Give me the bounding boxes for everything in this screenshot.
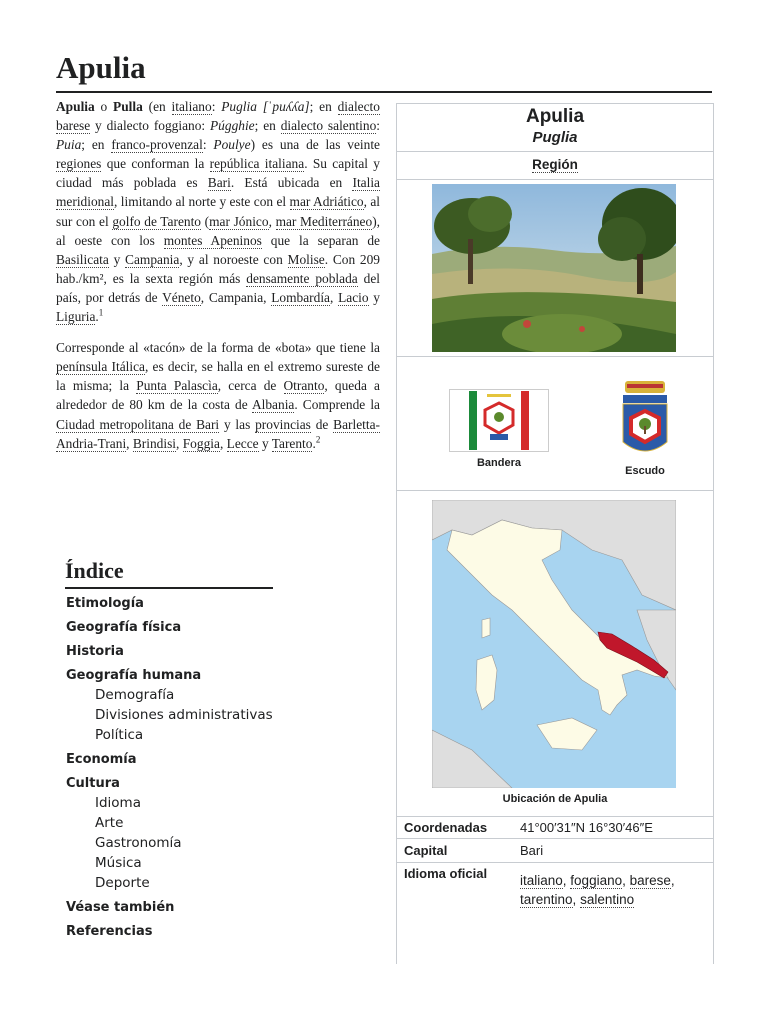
article-link[interactable]: dialecto salentino xyxy=(280,118,377,134)
text-run: . Comprende la xyxy=(294,397,380,413)
intro-paragraph xyxy=(56,97,380,326)
capital-value[interactable]: Bari xyxy=(520,843,544,858)
toc-list xyxy=(66,594,274,941)
article-link[interactable]: mar Adriático xyxy=(289,194,364,210)
article-body xyxy=(56,97,380,465)
language-link[interactable]: foggiano xyxy=(570,873,623,888)
article-link[interactable]: mar Jónico xyxy=(209,213,269,229)
italic-term: Púgghie xyxy=(210,118,255,134)
language-row xyxy=(397,862,713,922)
toc-subitem[interactable]: Divisiones administrativas xyxy=(95,707,273,723)
text-run: de xyxy=(310,416,334,432)
reference-link[interactable]: 2 xyxy=(315,434,321,445)
article-link[interactable]: Bari xyxy=(207,175,231,191)
article-link[interactable]: Ciudad metropolitana de Bari xyxy=(56,416,220,432)
article-link[interactable]: Brindisi xyxy=(132,435,177,451)
flag-caption: Bandera xyxy=(476,457,522,469)
text-run: , Campania, xyxy=(200,289,272,305)
text-run: ) es una de las veinte xyxy=(250,137,380,153)
coordinates-value[interactable]: 41°00′31″N 16°30′46″E xyxy=(520,820,653,835)
article-link[interactable]: Molise xyxy=(287,251,325,267)
text-run: , queda a alrededor de 80 km de la costa de xyxy=(56,378,380,413)
text-run: . xyxy=(312,435,316,451)
toc-subitem[interactable]: Música xyxy=(95,855,142,871)
text-run: : xyxy=(202,137,214,153)
text-run: y xyxy=(368,289,380,305)
text-run: ), al oeste con los xyxy=(56,213,380,248)
landscape-photo[interactable] xyxy=(432,184,676,352)
text-run: , limitando al norte y este con el xyxy=(114,194,290,210)
toc-item[interactable]: Geografía física xyxy=(66,620,182,635)
article-link[interactable]: dialecto barese xyxy=(56,99,380,134)
article-link[interactable]: Barletta-Andria-Trani xyxy=(56,416,380,451)
text-run: y xyxy=(258,435,272,451)
toc-item[interactable]: Geografía humana xyxy=(66,668,202,683)
text-run: o xyxy=(94,99,114,114)
toc-subitem[interactable]: Gastronomía xyxy=(95,835,182,851)
article-link[interactable]: montes Apeninos xyxy=(163,232,262,248)
text-run: . Con 209 hab./km², es la sexta región más xyxy=(56,251,381,286)
coordinates-label: Coordenadas xyxy=(404,820,488,835)
language-label: Idioma oficial xyxy=(404,866,488,881)
reference-link[interactable]: 1 xyxy=(98,307,104,318)
bold-term: Apulia xyxy=(56,99,95,114)
text-run: ; en xyxy=(254,118,281,134)
text-run: y dialecto foggiano: xyxy=(90,118,210,134)
capital-label: Capital xyxy=(404,843,448,858)
article-link[interactable]: Basilicata xyxy=(56,251,109,267)
text-run: , xyxy=(176,435,183,451)
toc-item[interactable]: Economía xyxy=(66,752,137,767)
language-link[interactable]: italiano xyxy=(520,873,563,888)
text-run: , xyxy=(126,435,133,451)
article-link[interactable]: densamente poblada xyxy=(246,270,358,286)
coat-of-arms-caption: Escudo xyxy=(625,465,665,477)
text-run: , y al noroeste con xyxy=(179,251,288,267)
language-list: italiano, foggiano, barese, tarentino, salentino xyxy=(520,873,675,907)
coat-of-arms-image[interactable] xyxy=(619,380,671,464)
toc-item[interactable]: Cultura xyxy=(66,776,120,791)
page-title: Apulia xyxy=(56,50,146,85)
language-link[interactable]: salentino xyxy=(580,892,635,907)
article-link[interactable]: Lacio xyxy=(338,289,369,305)
text-run: , xyxy=(329,289,339,305)
text-run: . Está ubicada en xyxy=(230,175,353,191)
toc-item[interactable]: Historia xyxy=(66,644,124,659)
text-run: ; en xyxy=(309,99,338,114)
infobox xyxy=(396,103,714,964)
toc-item[interactable]: Véase también xyxy=(66,900,175,915)
text-run: en xyxy=(153,99,172,114)
text-run: Corresponde al «tacón» de la forma de «bota» que tiene la xyxy=(56,340,380,356)
toc-subitem[interactable]: Arte xyxy=(95,815,124,831)
article-link[interactable]: franco-provenzal xyxy=(111,137,203,153)
infobox-header xyxy=(397,104,713,152)
text-run: , xyxy=(219,435,227,451)
article-link[interactable]: Italia meridional xyxy=(56,175,380,210)
toc-subitem[interactable]: Idioma xyxy=(95,795,141,811)
toc-title: Índice xyxy=(65,558,273,589)
second-paragraph xyxy=(56,338,380,453)
infobox-name: Apulia xyxy=(525,106,585,127)
flag-image[interactable] xyxy=(449,389,549,452)
text-run: : xyxy=(211,99,222,114)
map-caption: Ubicación de Apulia xyxy=(502,793,608,805)
symbols-row xyxy=(397,356,713,491)
article-link[interactable]: regiones xyxy=(56,156,102,172)
text-run: que la separan de xyxy=(261,232,380,248)
article-link[interactable]: Lombardía xyxy=(271,289,330,305)
article-link[interactable]: Punta Palascìa xyxy=(136,378,218,394)
article-link[interactable]: Tarento xyxy=(271,435,313,451)
article-link[interactable]: mar Mediterráneo xyxy=(275,213,373,229)
article-link[interactable]: Véneto xyxy=(162,289,201,305)
bold-term: Pulla xyxy=(113,99,143,114)
toc-subitem[interactable]: Deporte xyxy=(95,875,150,891)
text-run: , al sur con el xyxy=(56,194,380,229)
language-link[interactable]: barese xyxy=(629,873,671,888)
italic-term: Puia xyxy=(56,137,82,153)
article-link[interactable]: república italiana xyxy=(209,156,305,172)
article-link[interactable]: Otranto xyxy=(283,378,325,394)
location-map-row xyxy=(397,490,713,817)
text-run: y las xyxy=(219,416,256,432)
text-run: . Su capital y ciudad más poblada es xyxy=(56,156,381,191)
italic-term: Puglia [ˈpuʎʎa] xyxy=(221,99,310,114)
text-run: , cerca de xyxy=(217,378,284,394)
italic-term: Poulye xyxy=(213,137,251,153)
infobox-type xyxy=(397,151,713,180)
toc-subitem[interactable]: Política xyxy=(95,727,144,743)
text-run: y xyxy=(108,251,126,267)
text-run: que conforman la xyxy=(101,156,210,172)
table-of-contents xyxy=(66,558,274,941)
capital-row xyxy=(397,838,713,863)
article-link[interactable]: golfo de Tarento xyxy=(112,213,201,229)
article-link[interactable]: provincias xyxy=(255,416,311,432)
text-run: , xyxy=(268,213,276,229)
toc-item[interactable]: Etimología xyxy=(66,596,144,611)
infobox-type-link[interactable]: Región xyxy=(532,157,578,172)
text-run: . xyxy=(95,309,99,325)
article-link[interactable]: italiano xyxy=(171,99,212,114)
text-run: ; en xyxy=(81,137,112,153)
coordinates-row xyxy=(397,816,713,839)
landscape-photo-row xyxy=(397,179,713,357)
article-link[interactable]: península Itálica xyxy=(56,359,145,375)
text-run: ( xyxy=(201,213,210,229)
toc-subitem[interactable]: Demografía xyxy=(95,687,175,703)
language-link[interactable]: tarentino xyxy=(520,892,573,907)
text-run: : xyxy=(376,118,380,134)
text-run: ( xyxy=(142,99,154,114)
text-run: del país, por detrás de xyxy=(56,270,380,305)
article-link[interactable]: Foggia xyxy=(182,435,220,451)
article-link[interactable]: Campania xyxy=(125,251,180,267)
article-link[interactable]: Albania xyxy=(251,397,295,413)
text-run: , es decir, se halla en el extremo sureste de la misma; la xyxy=(56,359,380,394)
toc-item[interactable]: Referencias xyxy=(66,924,153,939)
article-link[interactable]: Lecce xyxy=(226,435,259,451)
infobox-native-name: Puglia xyxy=(532,129,578,146)
location-map[interactable] xyxy=(432,500,676,788)
title-divider xyxy=(56,91,712,93)
article-link[interactable]: Liguria xyxy=(56,309,96,325)
